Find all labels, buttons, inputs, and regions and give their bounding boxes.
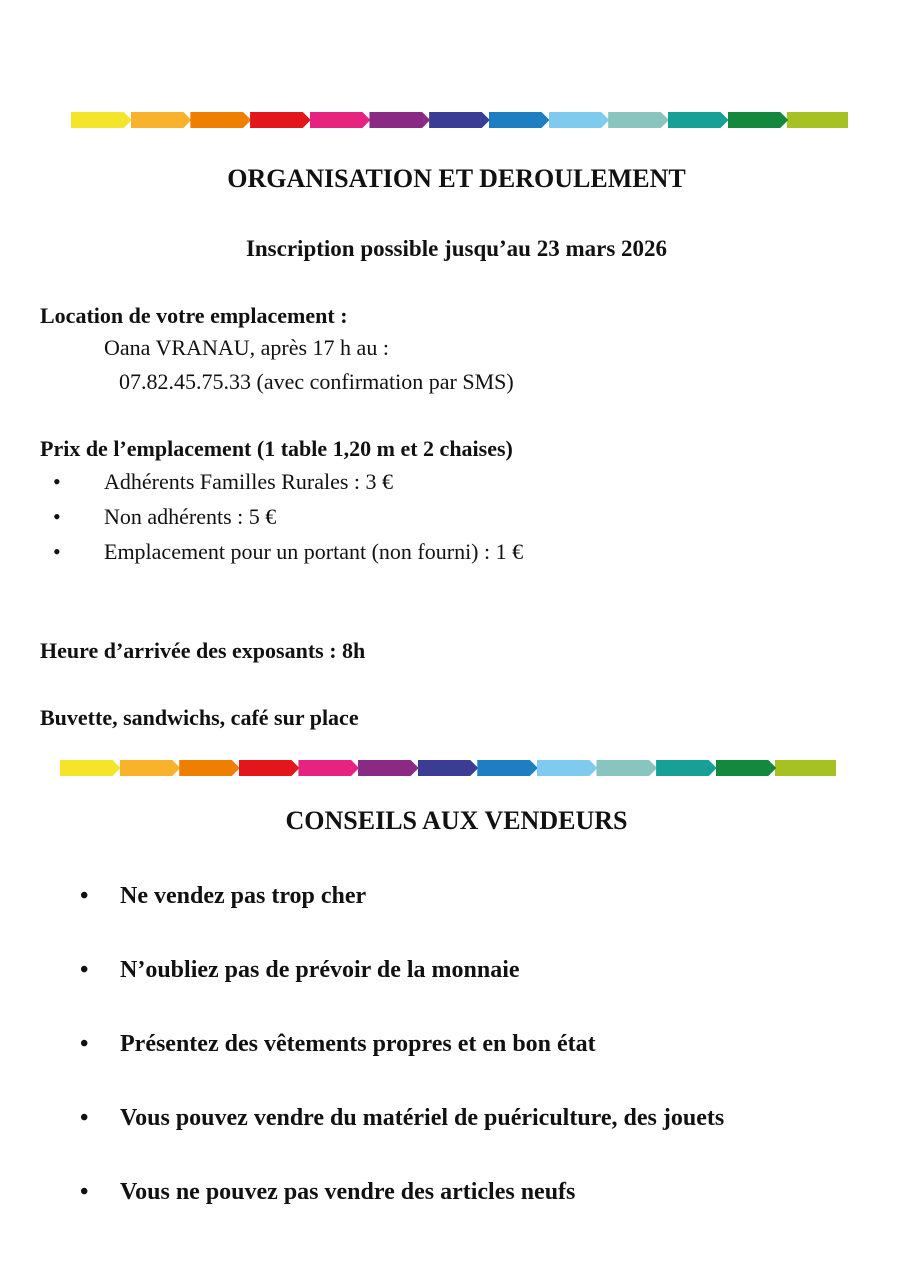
color-stripe-middle bbox=[60, 760, 836, 776]
section-title-conseils: CONSEILS AUX VENDEURS bbox=[285, 806, 628, 835]
stripe-segment bbox=[190, 112, 251, 128]
advice-item: Vous ne pouvez pas vendre des articles neufs bbox=[120, 1179, 576, 1205]
price-item: Emplacement pour un portant (non fourni) : 1 € bbox=[104, 539, 524, 564]
refreshments-note: Buvette, sandwichs, café sur place bbox=[40, 705, 359, 730]
stripe-segment bbox=[418, 760, 479, 776]
bullet-icon: • bbox=[80, 1179, 89, 1205]
stripe-segment bbox=[120, 760, 181, 776]
list-item bbox=[0, 1176, 900, 1250]
stripe-segment bbox=[429, 112, 490, 128]
list-item bbox=[0, 1102, 900, 1176]
price-heading: Prix de l’emplacement (1 table 1,20 m et 2 chaises) bbox=[40, 436, 513, 461]
stripe-segment bbox=[775, 760, 836, 776]
stripe-segment bbox=[477, 760, 538, 776]
bullet-icon: • bbox=[53, 539, 61, 564]
advice-item: Vous pouvez vendre du matériel de puériculture, des jouets bbox=[120, 1105, 725, 1131]
list-item bbox=[0, 536, 900, 571]
bullet-icon: • bbox=[53, 504, 61, 529]
stripe-segment bbox=[596, 760, 657, 776]
bullet-icon: • bbox=[80, 883, 89, 909]
stripe-segment bbox=[668, 112, 729, 128]
arrival-time: Heure d’arrivée des exposants : 8h bbox=[40, 638, 366, 663]
price-item: Non adhérents : 5 € bbox=[104, 504, 277, 529]
stripe-segment bbox=[60, 760, 121, 776]
price-list bbox=[0, 466, 900, 571]
location-contact-phone: 07.82.45.75.33 (avec confirmation par SMS) bbox=[119, 369, 514, 394]
stripe-segment bbox=[239, 760, 300, 776]
list-item bbox=[0, 880, 900, 954]
stripe-segment bbox=[250, 112, 311, 128]
list-item bbox=[0, 501, 900, 536]
bullet-icon: • bbox=[80, 957, 89, 983]
stripe-segment bbox=[71, 112, 132, 128]
registration-deadline: Inscription possible jusqu’au 23 mars 2026 bbox=[245, 236, 668, 261]
stripe-segment bbox=[537, 760, 598, 776]
stripe-segment bbox=[787, 112, 848, 128]
list-item bbox=[0, 1028, 900, 1102]
stripe-segment bbox=[131, 112, 192, 128]
stripe-segment bbox=[369, 112, 430, 128]
bullet-icon: • bbox=[80, 1031, 89, 1057]
list-item bbox=[0, 954, 900, 1028]
bullet-icon: • bbox=[53, 469, 61, 494]
price-item: Adhérents Familles Rurales : 3 € bbox=[104, 469, 394, 494]
advice-item: N’oubliez pas de prévoir de la monnaie bbox=[120, 957, 520, 983]
stripe-segment bbox=[310, 112, 371, 128]
color-stripe-top bbox=[71, 112, 848, 128]
stripe-segment bbox=[179, 760, 240, 776]
stripe-segment bbox=[608, 112, 669, 128]
advice-item: Ne vendez pas trop cher bbox=[120, 883, 367, 909]
stripe-segment bbox=[298, 760, 359, 776]
section-title-organisation: ORGANISATION ET DEROULEMENT bbox=[227, 164, 686, 193]
stripe-segment bbox=[716, 760, 777, 776]
stripe-segment bbox=[358, 760, 419, 776]
location-heading: Location de votre emplacement : bbox=[40, 303, 348, 328]
stripe-segment bbox=[728, 112, 789, 128]
advice-list bbox=[0, 880, 900, 1250]
stripe-segment bbox=[656, 760, 717, 776]
stripe-segment bbox=[549, 112, 610, 128]
bullet-icon: • bbox=[80, 1105, 89, 1131]
list-item bbox=[0, 466, 900, 501]
location-contact-name: Oana VRANAU, après 17 h au : bbox=[104, 335, 389, 360]
stripe-segment bbox=[489, 112, 550, 128]
advice-item: Présentez des vêtements propres et en bon état bbox=[120, 1031, 596, 1057]
